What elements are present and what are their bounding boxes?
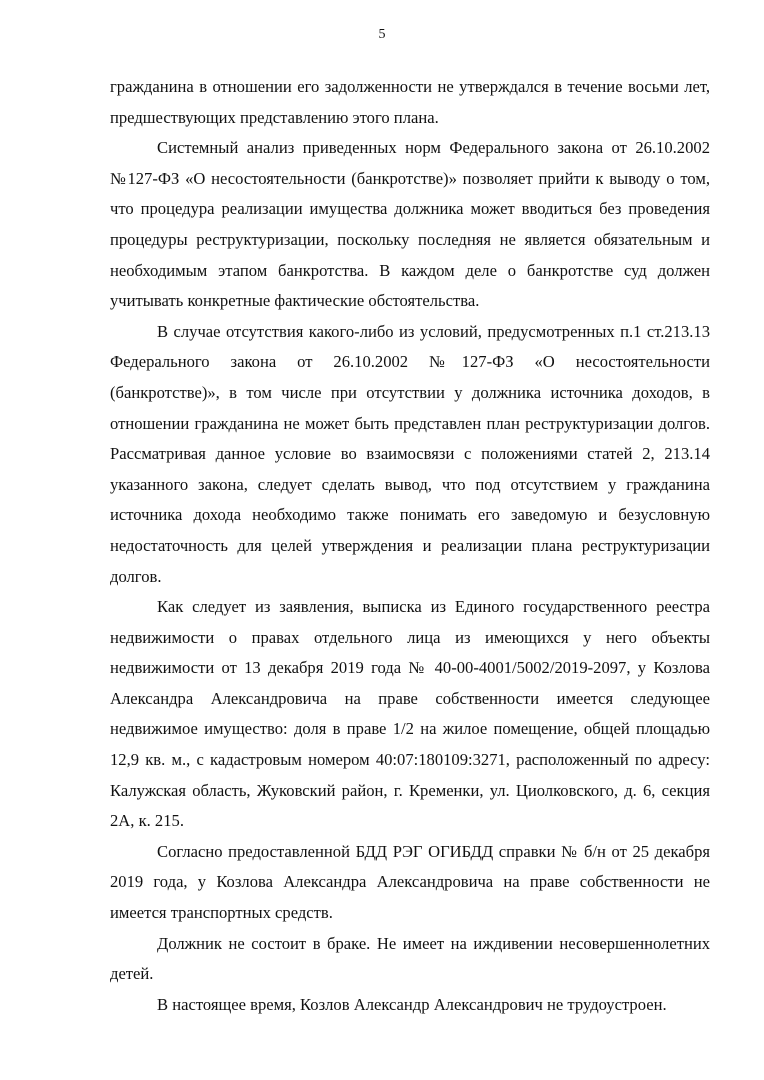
text-line: В случае отсутствия какого-либо из условий, предусмотренных п.1 ст.213.13 — [157, 321, 710, 341]
text-line: Системный анализ приведенных норм Федерального закона от 26.10.2002 — [157, 138, 710, 158]
text-line: Александра Александровича на праве собственности имеется следующее — [110, 688, 710, 708]
text-line: Как следует из заявления, выписка из Единого государственного реестра — [157, 597, 710, 617]
text-line: недвижимости о правах отдельного лица из имеющихся у него объекты — [110, 627, 710, 647]
text-line: В настоящее время, Козлов Александр Александрович не трудоустроен. — [157, 994, 667, 1014]
page-number: 5 — [378, 27, 386, 42]
text-line: указанного закона, следует сделать вывод, что под отсутствием у гражданина — [110, 474, 710, 494]
text-line: гражданина в отношении его задолженности не утверждался в течение восьми лет, — [110, 77, 710, 96]
text-line: (банкротстве)», в том числе при отсутствии у должника источника доходов, в — [110, 382, 710, 402]
text-line: предшествующих представлению этого плана. — [110, 107, 439, 127]
text-line: 2019 года, у Козлова Александра Александровича на праве собственности не — [110, 872, 710, 892]
text-line: недвижимости от 13 декабря 2019 года № 40-00-4001/5002/2019-2097, у Козлова — [110, 658, 710, 678]
document-body — [110, 72, 710, 1020]
text-line: отношении гражданина не может быть представлен план реструктуризации долгов. — [110, 413, 710, 433]
text-line: Должник не состоит в браке. Не имеет на иждивении несовершеннолетних — [157, 933, 710, 953]
text-line: детей. — [110, 964, 154, 984]
text-line: что процедура реализации имущества должника может вводиться без проведения — [110, 199, 710, 219]
text-line: 2А, к. 215. — [110, 811, 184, 831]
text-line: процедуры реструктуризации, поскольку последняя не является обязательным и — [110, 229, 710, 249]
text-line: источника дохода необходимо также понимать его заведомую и безусловную — [110, 505, 710, 525]
text-line: учитывать конкретные фактические обстоятельства. — [110, 291, 480, 311]
text-line: 12,9 кв. м., с кадастровым номером 40:07:180109:3271, расположенный по адресу: — [110, 750, 710, 770]
text-line: Федерального закона от 26.10.2002 №127-ФЗ «О несостоятельности — [110, 352, 710, 372]
text-line: №127-ФЗ «О несостоятельности (банкротстве)» позволяет прийти к выводу о том, — [110, 168, 710, 188]
text-line: Рассматривая данное условие во взаимосвязи с положениями статей 2, 213.14 — [110, 444, 710, 464]
text-line: недостаточность для целей утверждения и реализации плана реструктуризации — [110, 535, 710, 555]
text-line: долгов. — [110, 566, 162, 586]
text-line: недвижимое имущество: доля в праве 1/2 на жилое помещение, общей площадью — [110, 719, 710, 739]
text-line: необходимым этапом банкротства. В каждом деле о банкротстве суд должен — [110, 260, 710, 280]
text-line: имеется транспортных средств. — [110, 903, 333, 923]
text-line: Калужская область, Жуковский район, г. Кременки, ул. Циолковского, д. 6, секция — [110, 780, 710, 800]
text-line: Согласно предоставленной БДД РЭГ ОГИБДД справки № б/н от 25 декабря — [157, 841, 710, 861]
